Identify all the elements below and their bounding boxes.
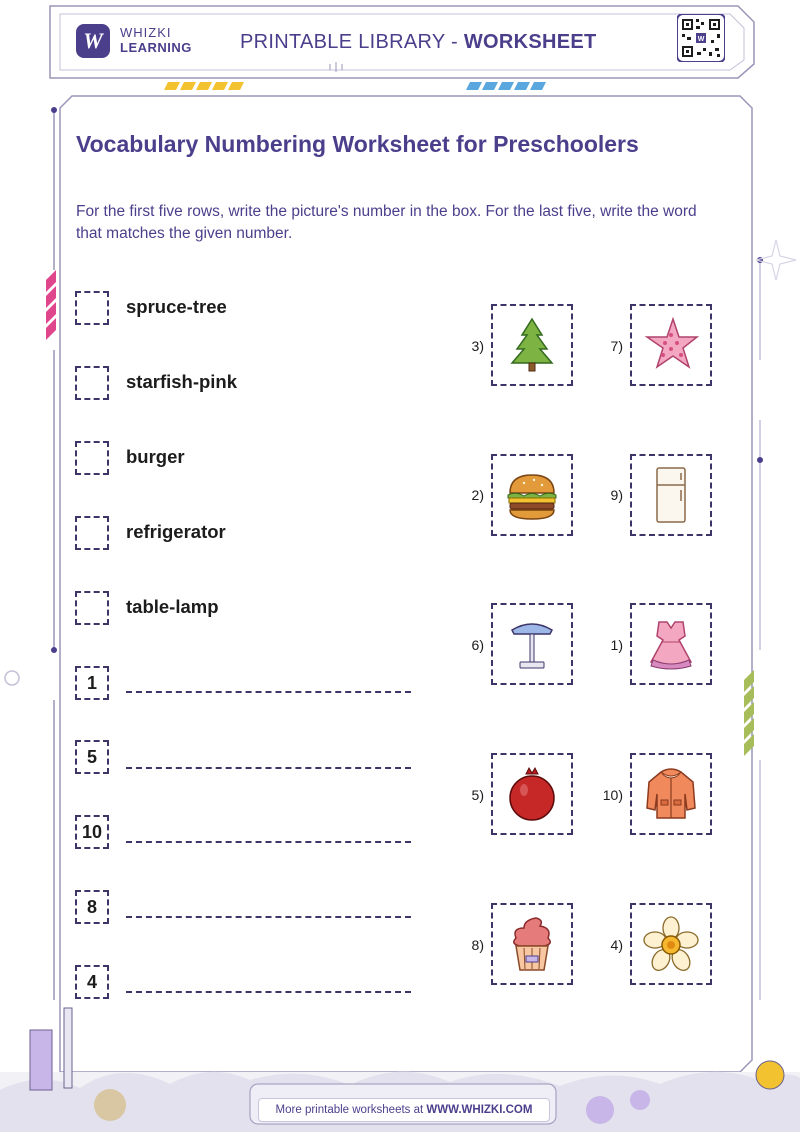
picture-card <box>491 903 573 985</box>
picture-card <box>630 903 712 985</box>
answer-line[interactable] <box>126 841 411 843</box>
daffodil-icon <box>641 914 701 974</box>
answer-box[interactable] <box>75 366 109 400</box>
picture-card <box>491 753 573 835</box>
footer-prefix: More printable worksheets at <box>275 1104 427 1116</box>
pomegranate-icon <box>502 764 562 824</box>
spruce-tree-icon <box>502 315 562 375</box>
picture-number: 3) <box>471 338 484 354</box>
picture-card <box>630 603 712 685</box>
picture-number: 8) <box>471 937 484 953</box>
answer-box[interactable] <box>75 441 109 475</box>
dress-icon <box>641 614 701 674</box>
worksheet-title: Vocabulary Numbering Worksheet for Preschoolers <box>76 131 639 157</box>
picture-number: 7) <box>610 338 623 354</box>
brand-name <box>120 25 192 55</box>
number-box: 5 <box>75 740 109 774</box>
picture-number: 2) <box>471 487 484 503</box>
answer-line[interactable] <box>126 991 411 993</box>
picture-card <box>630 304 712 386</box>
logo-letter: W <box>83 28 103 53</box>
header-title-prefix: PRINTABLE LIBRARY - <box>240 31 464 53</box>
picture-card <box>630 454 712 536</box>
word-label: spruce-tree <box>126 296 227 317</box>
brand-line1: WHIZKI <box>120 25 172 40</box>
picture-card <box>491 454 573 536</box>
picture-number: 5) <box>471 787 484 803</box>
word-label: burger <box>126 446 185 467</box>
starfish-icon <box>641 315 701 375</box>
number-box: 8 <box>75 890 109 924</box>
word-label: refrigerator <box>126 521 226 542</box>
answer-line[interactable] <box>126 691 411 693</box>
footer-link[interactable] <box>258 1098 550 1122</box>
brand-line2: LEARNING <box>120 40 192 55</box>
picture-number: 4) <box>610 937 623 953</box>
instructions: For the first five rows, write the picture's number in the box. For the last five, write the word that matches the given number. <box>76 203 697 242</box>
number-box: 10 <box>75 815 109 849</box>
qr-code-icon <box>677 14 725 62</box>
answer-box[interactable] <box>75 291 109 325</box>
refrigerator-icon <box>641 465 701 525</box>
word-label: starfish-pink <box>126 371 238 392</box>
jacket-icon <box>641 764 701 824</box>
picture-number: 9) <box>610 487 623 503</box>
table-lamp-icon <box>502 614 562 674</box>
answer-line[interactable] <box>126 767 411 769</box>
picture-card <box>491 603 573 685</box>
svg-text:W: W <box>697 36 705 43</box>
picture-card <box>491 304 573 386</box>
answer-box[interactable] <box>75 591 109 625</box>
number-box: 4 <box>75 965 109 999</box>
header-title-bold: WORKSHEET <box>463 31 597 53</box>
number-box: 1 <box>75 666 109 700</box>
picture-card <box>630 753 712 835</box>
picture-number: 1) <box>610 637 623 653</box>
header-title <box>240 31 597 54</box>
answer-line[interactable] <box>126 916 411 918</box>
cupcake-icon <box>502 914 562 974</box>
answer-box[interactable] <box>75 516 109 550</box>
burger-icon <box>502 465 562 525</box>
picture-number: 6) <box>471 637 484 653</box>
footer-site: WWW.WHIZKI.COM <box>426 1104 533 1116</box>
whizki-logo <box>76 24 110 58</box>
word-label: table-lamp <box>126 596 219 617</box>
picture-number: 10) <box>602 787 623 803</box>
